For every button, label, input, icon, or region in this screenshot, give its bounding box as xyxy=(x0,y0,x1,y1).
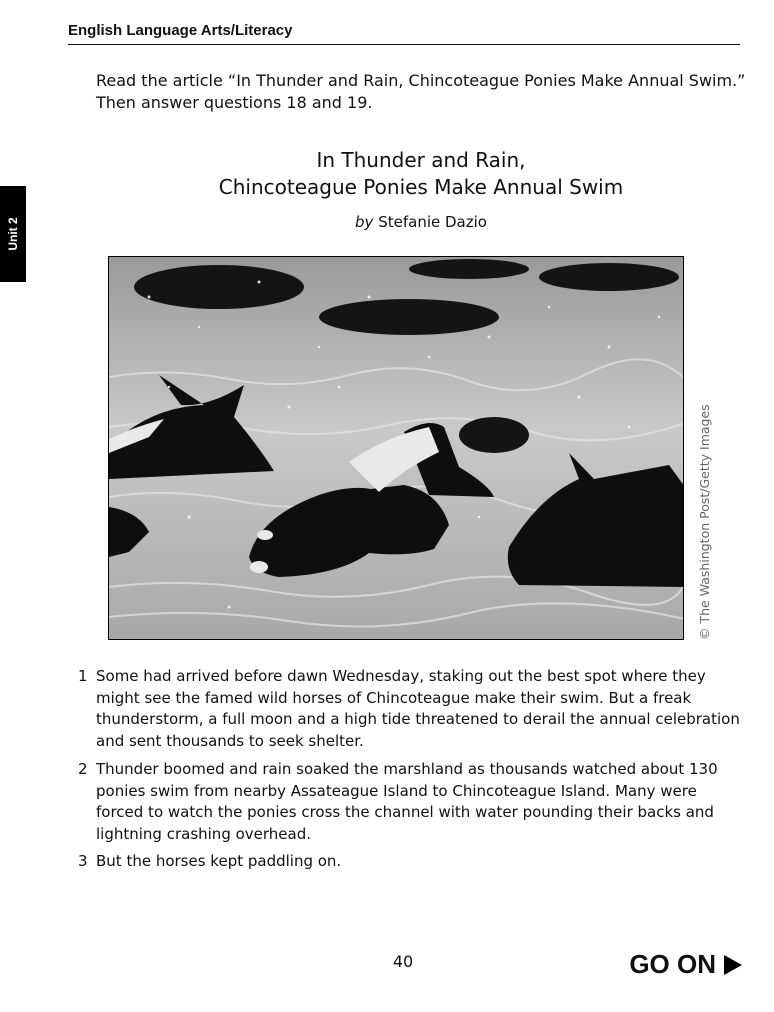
paragraph-text: Thunder boomed and rain soaked the marshland as thousands watched about 130 ponies swim from nearby Assateague Island to Chincoteague Island. Many were forced to watch the ponies cross the channel with water pounding their backs and lightning crashing overhead. xyxy=(96,760,718,843)
running-header: English Language Arts/Literacy xyxy=(68,22,740,45)
ponies-swimming-photo xyxy=(108,256,684,640)
paragraph-number: 3 xyxy=(78,852,88,870)
go-on-indicator xyxy=(629,949,742,980)
paragraph-number: 2 xyxy=(78,760,88,778)
play-arrow-icon xyxy=(724,955,742,975)
byline xyxy=(96,213,746,231)
unit-tab xyxy=(0,186,26,282)
paragraph-1 xyxy=(78,666,744,752)
article-title-line-1: In Thunder and Rain, xyxy=(316,148,526,172)
paragraph-text: But the horses kept paddling on. xyxy=(96,852,342,870)
paragraph-2 xyxy=(78,759,744,845)
paragraph-number: 1 xyxy=(78,667,88,685)
article-title-line-2: Chincoteague Ponies Make Annual Swim xyxy=(218,175,624,199)
page-number: 40 xyxy=(392,952,414,971)
byline-by: by xyxy=(355,213,374,231)
photo-illustration xyxy=(109,257,684,640)
byline-author: Stefanie Dazio xyxy=(378,213,487,231)
unit-tab-label: Unit 2 xyxy=(6,217,20,251)
paragraph-3 xyxy=(78,851,744,873)
intro-instructions: Read the article “In Thunder and Rain, Chincoteague Ponies Make Annual Swim.” Then answer questions 18 and 19. xyxy=(96,71,746,112)
go-on-label: GO ON xyxy=(629,949,716,979)
photo-credit: © The Washington Post/Getty Images xyxy=(697,404,712,640)
article-title xyxy=(96,147,746,201)
paragraph-text: Some had arrived before dawn Wednesday, staking out the best spot where they might see the famed wild horses of Chincoteague make their swim. But a freak thunderstorm, a full moon and a high tide threatened to derail the annual celebration and sent thousands to seek shelter. xyxy=(96,667,740,750)
